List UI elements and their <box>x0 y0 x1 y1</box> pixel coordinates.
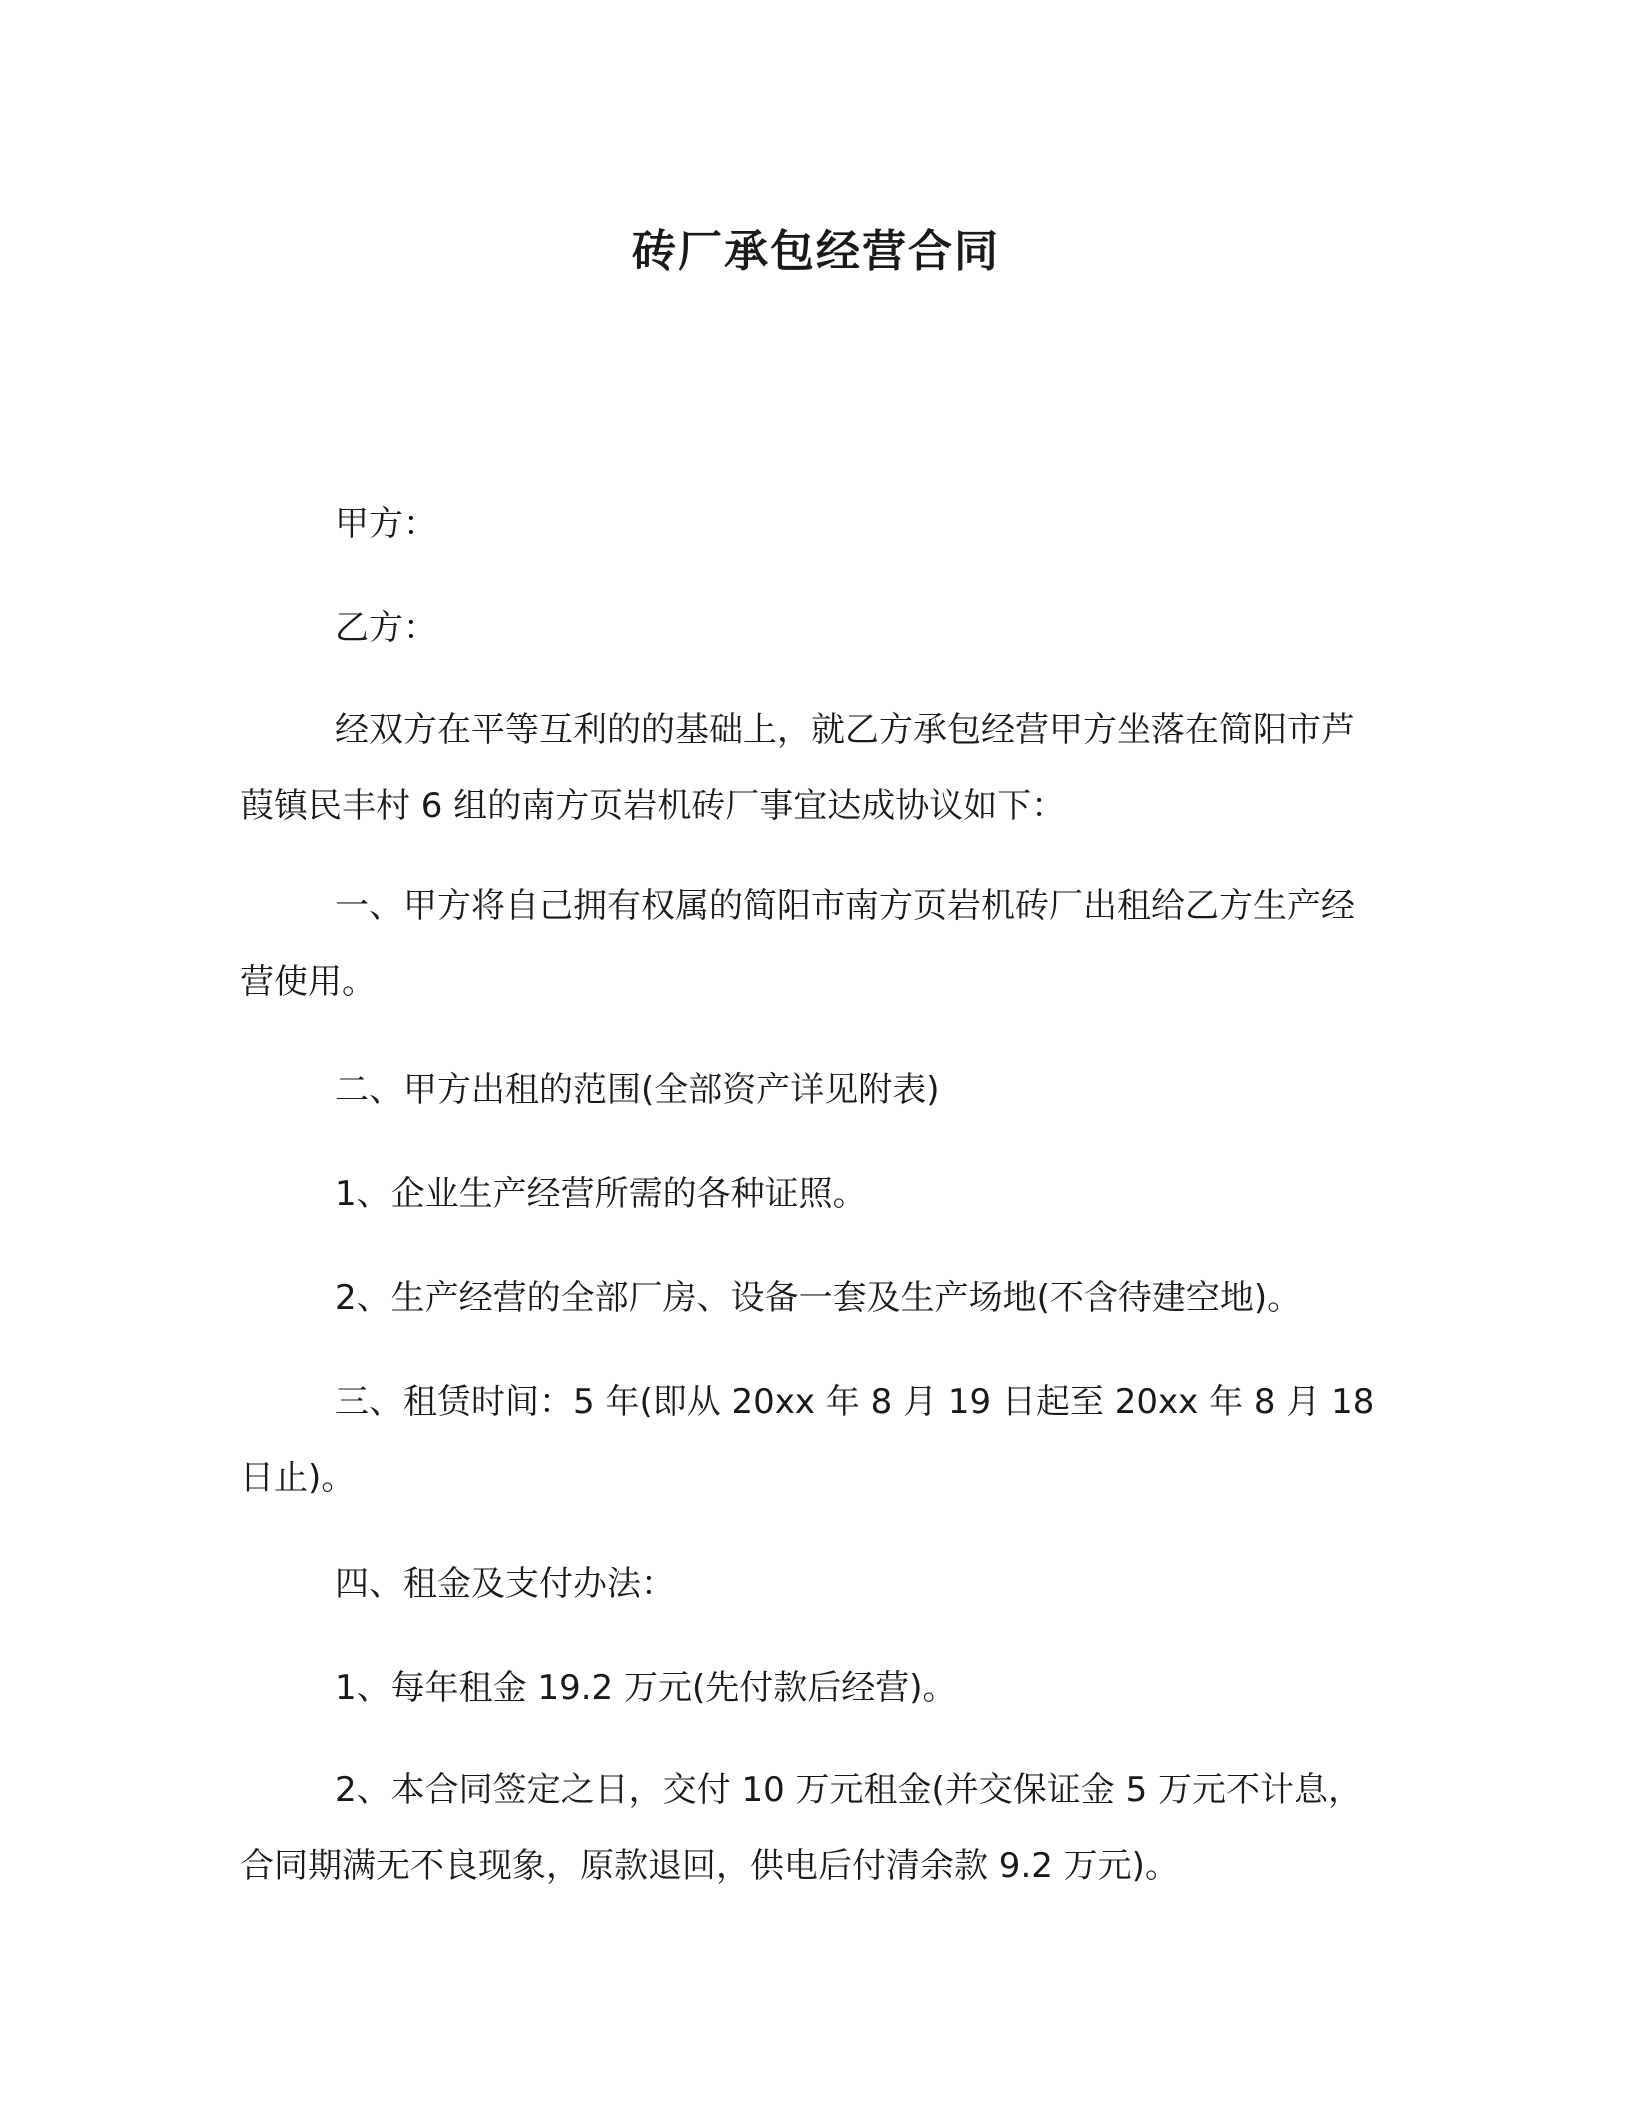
clause-2: 二、甲方出租的范围(全部资产详见附表) <box>335 1070 940 1110</box>
party-b-line: 乙方： <box>335 608 437 648</box>
document-title: 砖厂承包经营合同 <box>632 226 1000 277</box>
clause-4: 四、租金及支付办法： <box>335 1564 675 1604</box>
intro-paragraph: 经双方在平等互利的的基础上，就乙方承包经营甲方坐落在简阳市芦葭镇民丰村 6 组的南方页岩机砖厂事宜达成协议如下： <box>240 710 1355 826</box>
clause-4-item-1: 1、每年租金 19.2 万元(先付款后经营)。 <box>335 1668 957 1708</box>
clause-3: 三、租赁时间：5 年(即从 20xx 年 8 月 19 日起至 20xx 年 8 月 18 日止)。 <box>240 1382 1375 1498</box>
clause-4-item-2: 2、本合同签定之日，交付 10 万元租金(并交保证金 5 万元不计息，合同期满无不良现象，原款退回，供电后付清余款 9.2 万元)。 <box>240 1770 1363 1886</box>
clause-2-item-2: 2、生产经营的全部厂房、设备一套及生产场地(不含待建空地)。 <box>335 1278 1302 1318</box>
clause-1: 一、甲方将自己拥有权属的简阳市南方页岩机砖厂出租给乙方生产经营使用。 <box>240 886 1355 1002</box>
party-a-line: 甲方： <box>335 504 437 544</box>
clause-2-item-1: 1、企业生产经营所需的各种证照。 <box>335 1174 867 1214</box>
